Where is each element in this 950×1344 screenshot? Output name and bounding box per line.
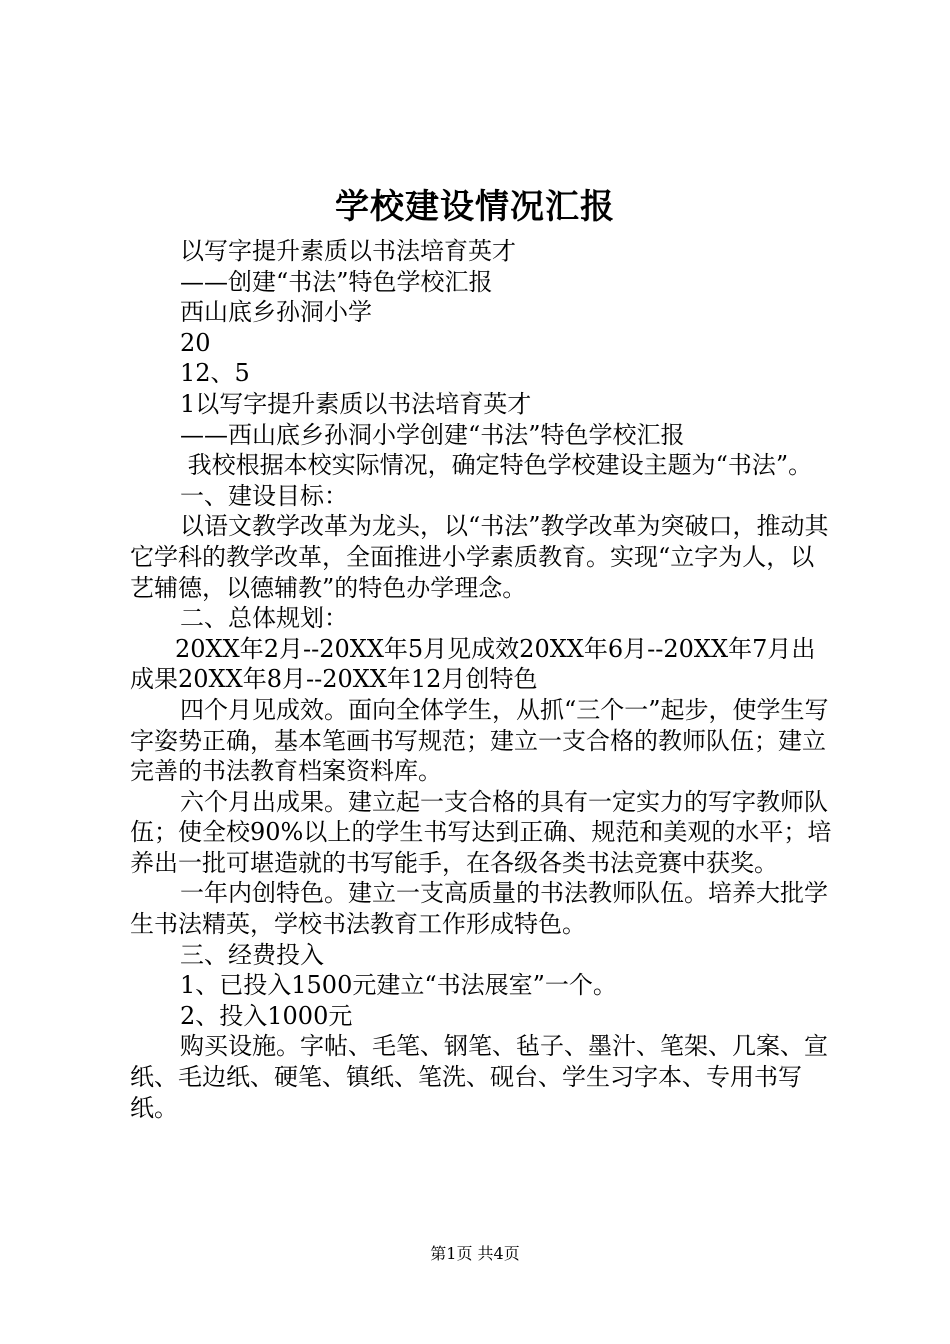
paragraph: 以语文教学改革为龙头，以“书法”教学改革为突破口，推动其它学科的教学改革，全面推进小学素质教育。实现“立字为人，以艺辅德，以德辅教”的特色办学理念。	[130, 512, 829, 602]
paragraph: 六个月出成果。建立起一支合格的具有一定实力的写字教师队伍；使全校90%以上的学生书写达到正确、规范和美观的水平；培养出一批可堪造就的书写能手，在各级各类书法竞赛中获奖。	[130, 787, 832, 877]
date-year: 20	[180, 328, 211, 357]
paragraph: 一年内创特色。建立一支高质量的书法教师队伍。培养大批学生书法精英，学校书法教育工作形成特色。	[130, 879, 828, 939]
paragraph: 我校根据本校实际情况，确定特色学校建设主题为“书法”。	[180, 451, 813, 480]
section-heading: 二、总体规划：	[180, 604, 348, 633]
paragraph: 20XX年2月--20XX年5月见成效20XX年6月--20XX年7月出成果20XX年8月--20XX年12月创特色	[130, 634, 816, 694]
list-item: 2、投入1000元	[180, 1001, 353, 1030]
section-heading: 三、经费投入	[180, 940, 324, 969]
subtitle-line: ——西山底乡孙洞小学创建“书法”特色学校汇报	[180, 420, 685, 449]
document-title: 学校建设情况汇报	[335, 187, 615, 227]
paragraph: 四个月见成效。面向全体学生，从抓“三个一”起步，使学生写字姿势正确，基本笔画书写规范；建立一支合格的教师队伍；建立完善的书法教育档案资料库。	[130, 695, 829, 786]
page-footer: 第1页 共4页	[430, 1244, 520, 1263]
subtitle-line: ——创建“书法”特色学校汇报	[180, 267, 493, 296]
document-body	[130, 236, 835, 1123]
subtitle-line: 1以写字提升素质以书法培育英才	[180, 389, 532, 418]
date-month-day: 12、5	[180, 359, 250, 388]
paragraph: 购买设施。字帖、毛笔、钢笔、毡子、墨汁、笔架、几案、宣纸、毛边纸、硬笔、镇纸、笔洗、砚台、学生习字本、专用书写纸。	[130, 1032, 828, 1122]
school-name: 西山底乡孙洞小学	[180, 298, 372, 327]
list-item: 1、已投入1500元建立“书法展室”一个。	[180, 971, 617, 1000]
subtitle-line: 以写字提升素质以书法培育英才	[180, 237, 516, 265]
section-heading: 一、建设目标：	[180, 481, 348, 510]
